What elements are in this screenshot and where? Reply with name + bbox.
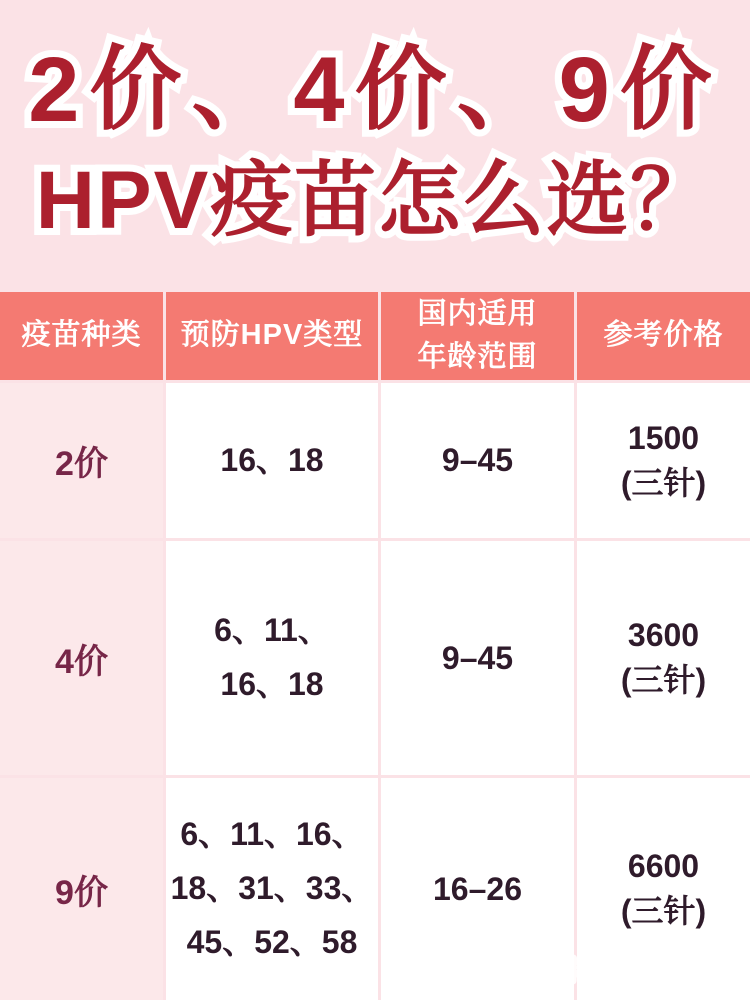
table-row-3-hpv-types-cell	[166, 778, 378, 1000]
table-row-1-price-cell	[577, 383, 750, 538]
title-line-1: 2价、4价、9价 2价、4价、9价	[0, 40, 750, 141]
baidu-paw-icon	[454, 949, 492, 987]
age-range: 9–45	[441, 639, 514, 676]
table-row-1-age-cell	[381, 383, 574, 538]
header-label-line: 年龄范围	[417, 341, 538, 373]
vaccine-label: 2价	[55, 445, 108, 483]
age-range: 9–45	[441, 442, 514, 478]
hpv-types-line: 45、52、58	[186, 923, 358, 960]
table-row-1-vaccine-cell	[0, 383, 163, 538]
page-title	[0, 40, 750, 246]
table-row-1-hpv-types-cell	[166, 383, 378, 538]
price-doses: (三针)	[620, 464, 707, 501]
table-row-2-hpv-types-cell	[166, 541, 378, 775]
header-cell-vaccine-type	[0, 292, 163, 380]
hpv-types-line: 16、18	[220, 666, 324, 702]
price-doses: (三针)	[620, 662, 707, 698]
watermark	[454, 946, 744, 990]
hpv-types-line: 18、31、33、	[170, 870, 374, 907]
header-cell-hpv-types	[166, 292, 378, 380]
vaccine-label: 4价	[55, 642, 108, 681]
price-value: 6600	[627, 848, 700, 885]
price-value: 1500	[627, 419, 700, 456]
table-row-2-age-cell	[381, 541, 574, 775]
age-range: 16–26	[433, 870, 522, 907]
title-line-2: HPV疫苗怎么选？ HPV疫苗怎么选？	[0, 157, 750, 246]
header-label-line: 国内适用	[417, 297, 538, 330]
table-row-3-vaccine-cell	[0, 778, 163, 1000]
header-label: 疫苗种类	[21, 319, 142, 352]
vaccine-comparison-table	[0, 292, 750, 1000]
price-value: 3600	[627, 617, 700, 654]
hpv-types-line: 6、11、16、	[180, 816, 364, 853]
svg-text:du: du	[467, 969, 479, 980]
table-row-2-price-cell	[577, 541, 750, 775]
price-doses: (三针)	[620, 893, 707, 929]
header-label: 预防HPV类型	[180, 319, 364, 352]
header-cell-reference-price	[577, 292, 750, 380]
header-label: 参考价格	[603, 319, 724, 352]
watermark-handle: @健康生活咨询家	[496, 955, 744, 988]
table-row-2-vaccine-cell	[0, 541, 163, 775]
vaccine-label: 9价	[55, 873, 108, 912]
hpv-types-line: 16、18	[220, 441, 324, 478]
hpv-types-line: 6、11、	[214, 612, 330, 649]
header-cell-age-range	[381, 292, 574, 380]
